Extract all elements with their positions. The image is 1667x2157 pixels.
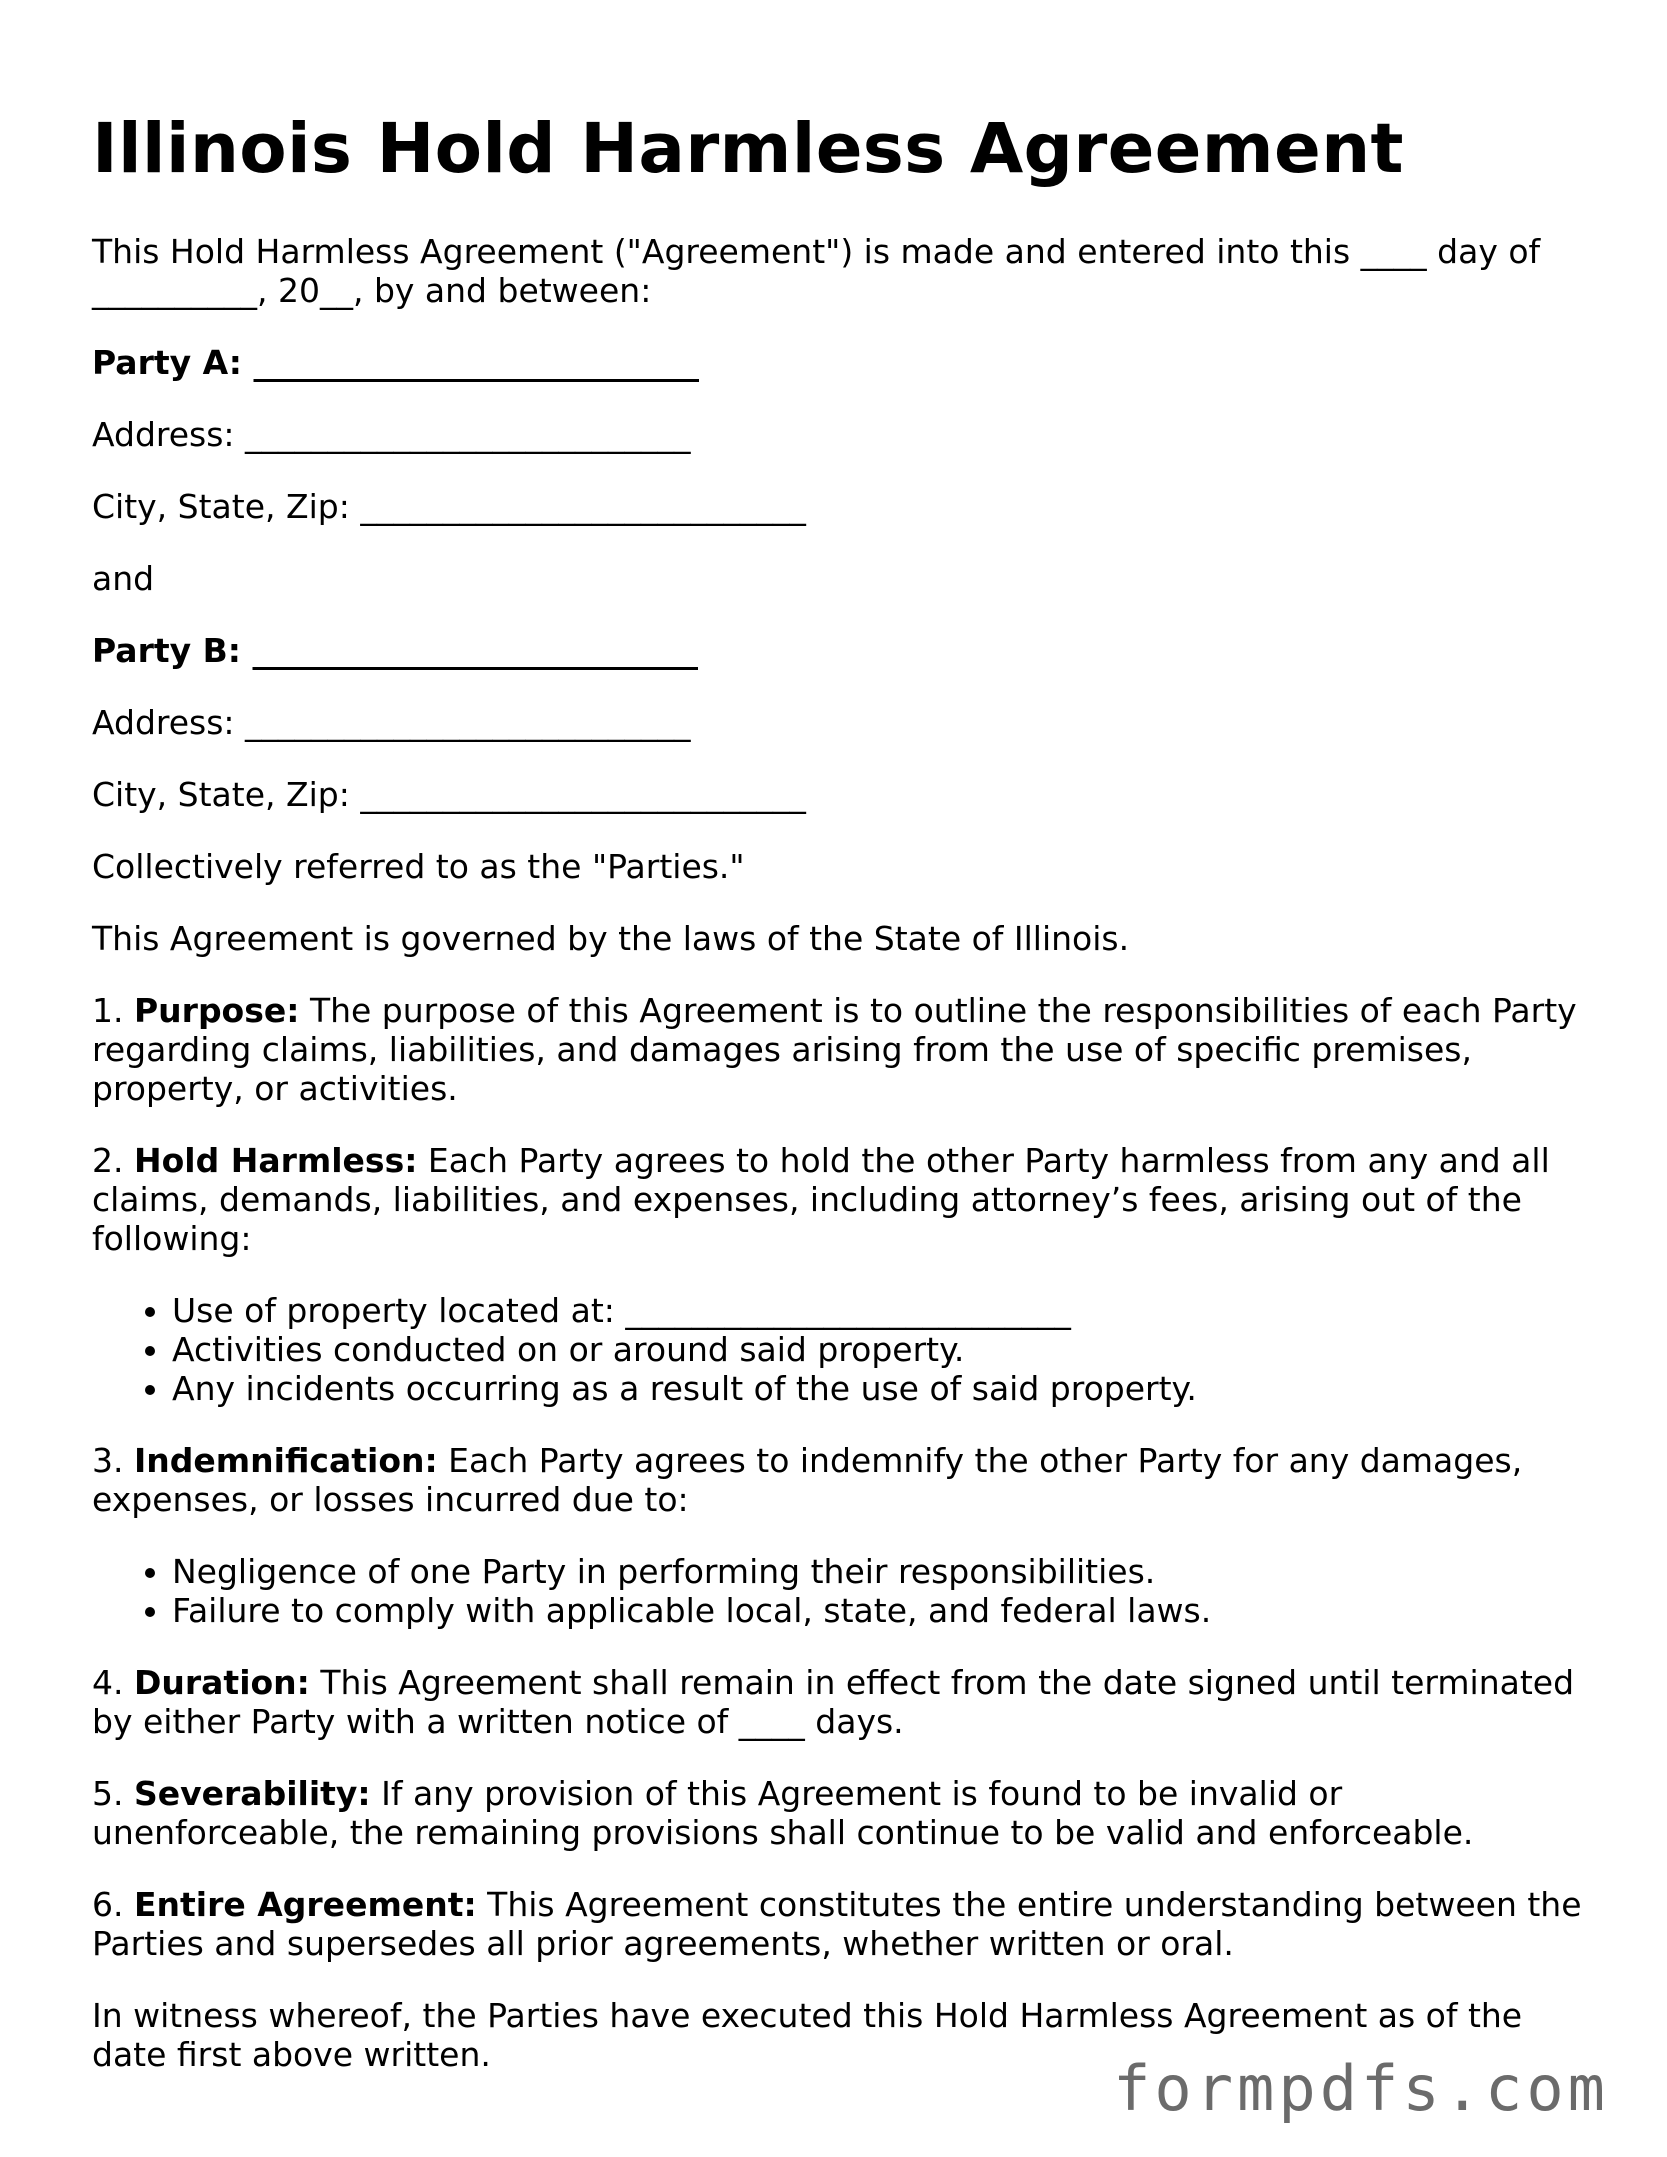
section-label: Duration: (133, 1662, 310, 1702)
document-title: Illinois Hold Harmless Agreement (92, 109, 1404, 189)
party-b-address-line: Address: ___________________________ (92, 702, 691, 742)
section-number: 1. (92, 990, 134, 1030)
section-severability (92, 1774, 1592, 1852)
party-a-name-line (92, 343, 1592, 382)
party-a-city-line: City, State, Zip: ___________________________ (92, 486, 806, 526)
party-b-label: Party B: (92, 630, 241, 670)
section-number: 4. (92, 1662, 134, 1702)
list-item: • Any incidents occurring as a result of the use of said property. (172, 1369, 1592, 1408)
hold-harmless-list (92, 1291, 1592, 1408)
party-b-name-line (92, 631, 1592, 670)
document-page (92, 108, 1592, 2074)
party-a-label: Party A: (92, 342, 242, 382)
section-hold-harmless (92, 1141, 1592, 1258)
section-text: If any provision of this Agreement is found to be invalid or unenforceable, the remaining provisions shall continue to be valid and enforceable. (92, 1773, 1474, 1852)
list-item: • Failure to comply with applicable local, state, and federal laws. (172, 1591, 1592, 1630)
list-item: • Use of property located at: ___________________________ (172, 1291, 1592, 1330)
party-b-name-blank: ___________________________ (240, 630, 698, 670)
list-item: • Negligence of one Party in performing their responsibilities. (172, 1552, 1592, 1591)
section-text: This Agreement constitutes the entire understanding between the Parties and supersedes all prior agreements, whether written or oral. (92, 1884, 1582, 1963)
party-b-city-line: City, State, Zip: ___________________________ (92, 774, 806, 814)
section-label: Purpose: (133, 990, 300, 1030)
section-number: 5. (92, 1773, 134, 1813)
section-text: The purpose of this Agreement is to outline the responsibilities of each Party regarding claims, liabilities, and damages arising from the use of specific premises, property, or activities. (92, 990, 1577, 1108)
section-label: Indemnification: (133, 1440, 438, 1480)
list-item: • Activities conducted on or around said property. (172, 1330, 1592, 1369)
witness-paragraph: In witness whereof, the Parties have executed this Hold Harmless Agreement as of the date first above written. (92, 1995, 1523, 2074)
governing-law-paragraph: This Agreement is governed by the laws of the State of Illinois. (92, 918, 1130, 958)
collectively-paragraph: Collectively referred to as the "Parties." (92, 846, 745, 886)
section-number: 2. (92, 1140, 134, 1180)
section-indemnification (92, 1441, 1592, 1519)
section-entire-agreement (92, 1885, 1592, 1963)
section-number: 6. (92, 1884, 134, 1924)
section-number: 3. (92, 1440, 134, 1480)
party-a-address-line: Address: ___________________________ (92, 414, 691, 454)
section-text: Each Party agrees to indemnify the other Party for any damages, expenses, or losses incurred due to: (92, 1440, 1523, 1519)
conjunction-and: and (92, 558, 155, 598)
site-watermark: formpdfs.com (1113, 2052, 1609, 2125)
section-label: Hold Harmless: (133, 1140, 418, 1180)
party-a-name-blank: ___________________________ (241, 342, 699, 382)
section-text: This Agreement shall remain in effect from the date signed until terminated by either Party with a written notice of ____ days. (92, 1662, 1575, 1741)
section-purpose (92, 991, 1592, 1108)
intro-paragraph: This Hold Harmless Agreement ("Agreement") is made and entered into this ____ day of __________, 20__, by and between: (92, 231, 1541, 310)
section-text: Each Party agrees to hold the other Party harmless from any and all claims, demands, liabilities, and expenses, including attorney’s fees, arising out of the following: (92, 1140, 1550, 1258)
indemnification-list (92, 1552, 1592, 1630)
section-label: Entire Agreement: (133, 1884, 477, 1924)
section-duration (92, 1663, 1592, 1741)
section-label: Severability: (133, 1773, 371, 1813)
